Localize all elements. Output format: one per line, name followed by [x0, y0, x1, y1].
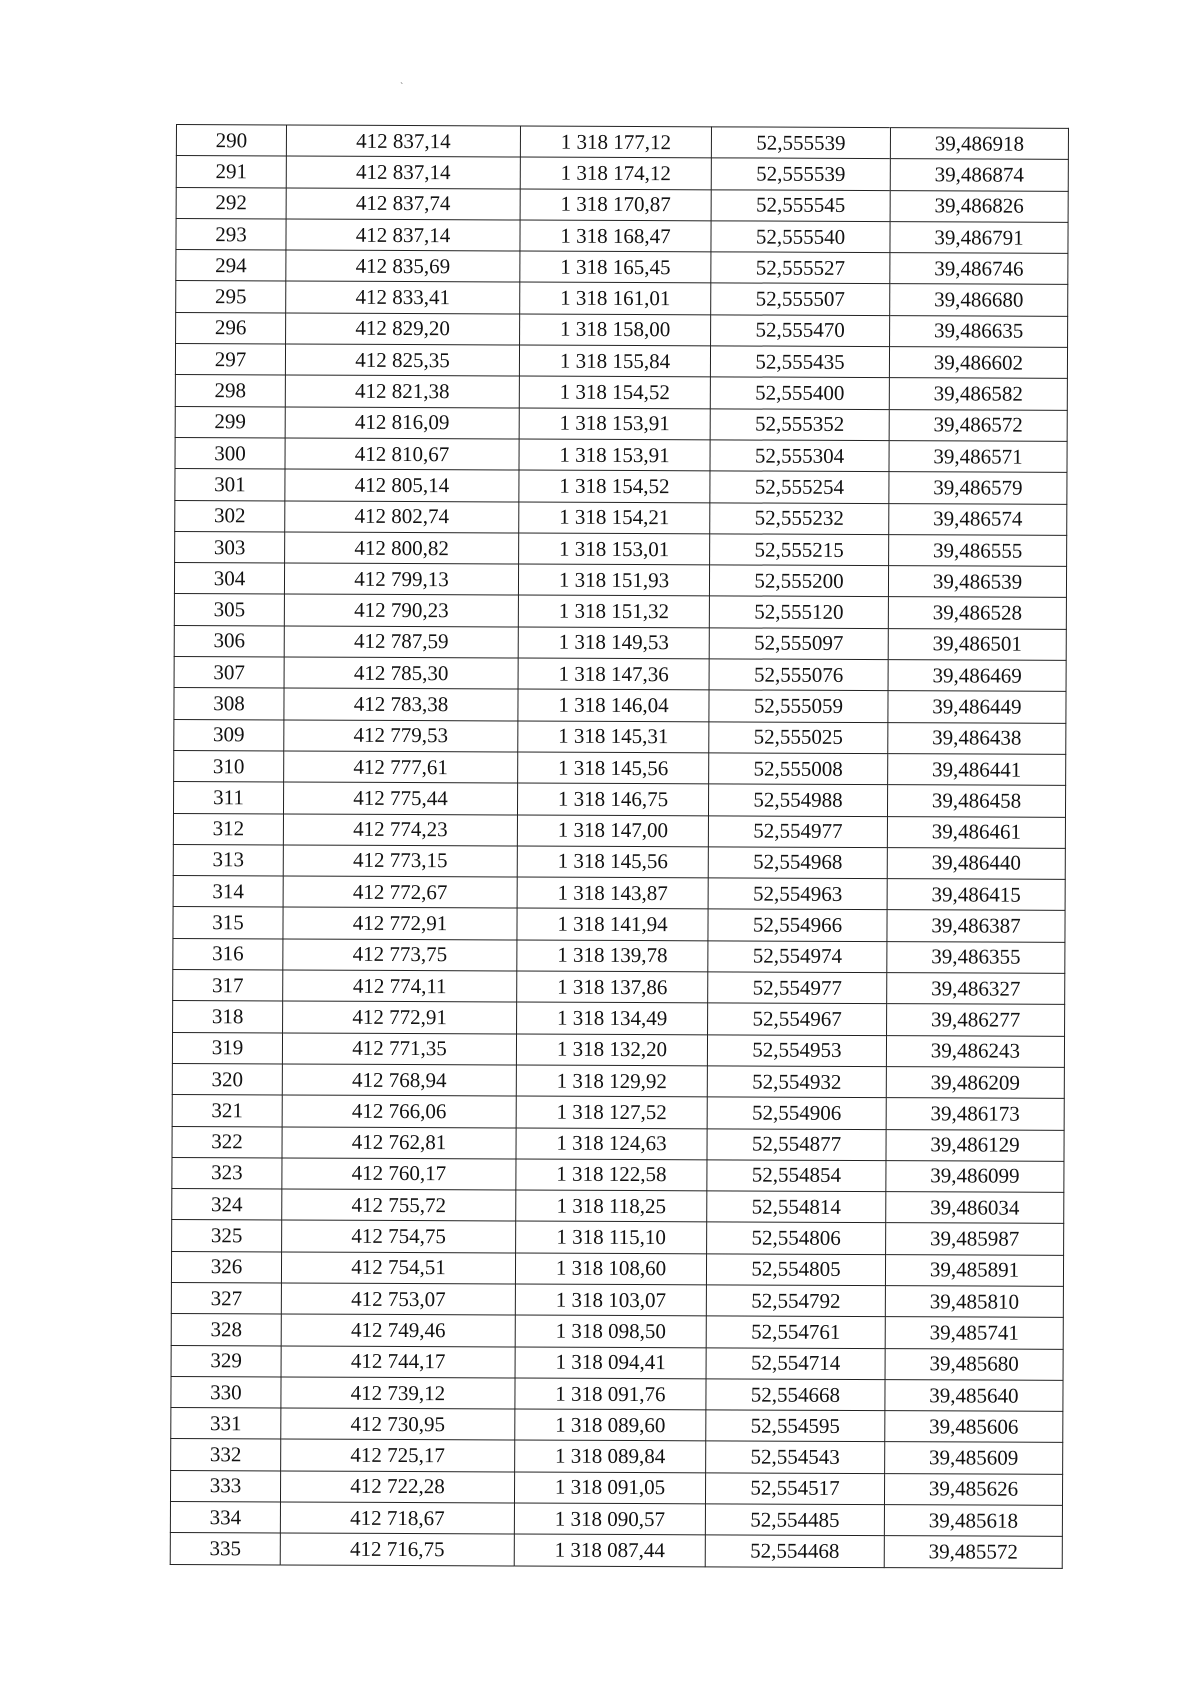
cell-latitude: 52,555232: [710, 502, 889, 534]
cell-coord-y: 1 318 177,12: [520, 126, 711, 158]
cell-coord-x: 412 787,59: [284, 626, 518, 658]
cell-point-number: 305: [174, 594, 284, 626]
cell-longitude: 39,486572: [889, 409, 1067, 441]
cell-point-number: 311: [173, 782, 283, 814]
cell-longitude: 39,486449: [888, 691, 1066, 723]
cell-latitude: 52,555400: [710, 377, 889, 409]
table-row: [175, 344, 1067, 379]
cell-coord-y: 1 318 170,87: [520, 189, 711, 221]
table-row: [175, 375, 1067, 410]
cell-longitude: 39,486826: [890, 190, 1068, 222]
table-row: [174, 688, 1066, 723]
cell-point-number: 299: [175, 406, 285, 438]
cell-point-number: 315: [173, 907, 283, 939]
cell-coord-x: 412 768,94: [282, 1064, 516, 1096]
cell-longitude: 39,485741: [885, 1317, 1063, 1349]
cell-latitude: 52,555200: [709, 565, 888, 597]
cell-latitude: 52,555008: [709, 753, 888, 785]
table-row: [170, 1470, 1062, 1505]
cell-coord-x: 412 799,13: [284, 563, 518, 595]
cell-coord-y: 1 318 127,52: [516, 1096, 707, 1128]
cell-point-number: 326: [171, 1251, 281, 1283]
cell-latitude: 52,555539: [711, 158, 890, 190]
table-row: [173, 813, 1065, 848]
cell-coord-x: 412 774,23: [283, 814, 517, 846]
table-row: [172, 1063, 1064, 1098]
table-row: [174, 625, 1066, 660]
cell-point-number: 302: [175, 500, 285, 532]
cell-point-number: 304: [174, 563, 284, 595]
cell-latitude: 52,554792: [706, 1285, 885, 1317]
cell-coord-x: 412 837,14: [286, 125, 520, 157]
cell-latitude: 52,554967: [708, 1003, 887, 1035]
table-row: [173, 938, 1065, 973]
cell-latitude: 52,554932: [707, 1066, 886, 1098]
cell-longitude: 39,486209: [886, 1067, 1064, 1099]
cell-point-number: 321: [172, 1095, 282, 1127]
cell-point-number: 325: [172, 1220, 282, 1252]
cell-latitude: 52,555527: [711, 252, 890, 284]
cell-latitude: 52,554761: [706, 1316, 885, 1348]
cell-longitude: 39,486458: [887, 785, 1065, 817]
cell-coord-y: 1 318 108,60: [515, 1253, 706, 1285]
table-row: [176, 218, 1068, 253]
cell-point-number: 328: [171, 1314, 281, 1346]
cell-coord-y: 1 318 165,45: [520, 251, 711, 283]
table-row: [176, 125, 1068, 160]
cell-point-number: 334: [170, 1502, 280, 1534]
cell-coord-x: 412 739,12: [281, 1377, 515, 1409]
cell-longitude: 39,486099: [886, 1160, 1064, 1192]
table-row: [170, 1502, 1062, 1537]
cell-coord-y: 1 318 090,57: [514, 1503, 705, 1535]
cell-longitude: 39,486469: [888, 660, 1066, 692]
cell-point-number: 319: [172, 1032, 282, 1064]
cell-longitude: 39,486327: [887, 973, 1065, 1005]
cell-longitude: 39,486918: [890, 128, 1068, 160]
cell-point-number: 330: [171, 1376, 281, 1408]
cell-latitude: 52,554854: [707, 1160, 886, 1192]
cell-coord-x: 412 716,75: [280, 1533, 514, 1565]
table-row: [174, 657, 1066, 692]
cell-coord-x: 412 833,41: [286, 281, 520, 313]
cell-coord-x: 412 821,38: [285, 375, 519, 407]
cell-point-number: 318: [173, 1001, 283, 1033]
table-row: [172, 1126, 1064, 1161]
cell-coord-x: 412 773,75: [283, 939, 517, 971]
cell-latitude: 52,555215: [710, 534, 889, 566]
cell-latitude: 52,554906: [707, 1097, 886, 1129]
cell-longitude: 39,486680: [890, 284, 1068, 316]
cell-coord-x: 412 777,61: [284, 751, 518, 783]
cell-longitude: 39,485640: [885, 1379, 1063, 1411]
cell-longitude: 39,486387: [887, 910, 1065, 942]
cell-latitude: 52,554714: [706, 1347, 885, 1379]
cell-latitude: 52,554877: [707, 1128, 886, 1160]
cell-longitude: 39,486791: [890, 222, 1068, 254]
cell-point-number: 298: [175, 375, 285, 407]
cell-coord-x: 412 825,35: [285, 344, 519, 376]
cell-coord-y: 1 318 154,52: [519, 470, 710, 502]
cell-longitude: 39,486501: [888, 628, 1066, 660]
cell-coord-y: 1 318 151,93: [518, 564, 709, 596]
cell-coord-y: 1 318 146,75: [517, 783, 708, 815]
cell-point-number: 329: [171, 1345, 281, 1377]
cell-latitude: 52,555097: [709, 628, 888, 660]
cell-latitude: 52,555470: [711, 315, 890, 347]
cell-coord-x: 412 722,28: [280, 1471, 514, 1503]
cell-longitude: 39,485987: [886, 1223, 1064, 1255]
cell-latitude: 52,554543: [706, 1441, 885, 1473]
cell-coord-y: 1 318 141,94: [517, 908, 708, 940]
cell-latitude: 52,554988: [708, 784, 887, 816]
cell-coord-x: 412 754,51: [281, 1252, 515, 1284]
cell-longitude: 39,486415: [887, 879, 1065, 911]
cell-coord-y: 1 318 147,36: [518, 658, 709, 690]
cell-coord-y: 1 318 161,01: [520, 282, 711, 314]
cell-coord-x: 412 800,82: [285, 532, 519, 564]
cell-latitude: 52,554806: [707, 1222, 886, 1254]
table-row: [176, 312, 1068, 347]
cell-coord-x: 412 790,23: [284, 594, 518, 626]
cell-latitude: 52,555120: [709, 596, 888, 628]
cell-longitude: 39,485810: [885, 1286, 1063, 1318]
table-row: [170, 1533, 1062, 1568]
cell-longitude: 39,486528: [888, 597, 1066, 629]
cell-coord-x: 412 762,81: [282, 1126, 516, 1158]
cell-point-number: 324: [172, 1189, 282, 1221]
cell-latitude: 52,554814: [707, 1191, 886, 1223]
cell-longitude: 39,486555: [889, 534, 1067, 566]
cell-longitude: 39,486574: [889, 503, 1067, 535]
cell-coord-y: 1 318 103,07: [515, 1284, 706, 1316]
cell-latitude: 52,555435: [710, 346, 889, 378]
cell-point-number: 292: [176, 187, 286, 219]
cell-point-number: 293: [176, 218, 286, 250]
cell-point-number: 335: [170, 1533, 280, 1565]
coordinates-table: [170, 124, 1069, 1569]
cell-latitude: 52,555507: [711, 283, 890, 315]
cell-coord-y: 1 318 158,00: [520, 314, 711, 346]
table-row: [173, 782, 1065, 817]
cell-point-number: 301: [175, 469, 285, 501]
cell-latitude: 52,555304: [710, 440, 889, 472]
cell-point-number: 317: [173, 970, 283, 1002]
cell-coord-y: 1 318 087,44: [514, 1534, 705, 1566]
cell-coord-y: 1 318 146,04: [518, 689, 709, 721]
cell-coord-x: 412 718,67: [280, 1502, 514, 1534]
cell-coord-x: 412 725,17: [281, 1439, 515, 1471]
cell-latitude: 52,554485: [705, 1504, 884, 1536]
table-row: [172, 1220, 1064, 1255]
cell-longitude: 39,485572: [884, 1536, 1062, 1568]
cell-coord-y: 1 318 155,84: [519, 345, 710, 377]
cell-coord-x: 412 771,35: [282, 1033, 516, 1065]
table-row: [172, 1032, 1064, 1067]
cell-latitude: 52,555540: [711, 221, 890, 253]
cell-coord-x: 412 779,53: [284, 720, 518, 752]
cell-coord-y: 1 318 147,00: [517, 815, 708, 847]
cell-longitude: 39,485609: [885, 1442, 1063, 1474]
table-row: [176, 250, 1068, 285]
cell-point-number: 297: [175, 344, 285, 376]
cell-coord-y: 1 318 134,49: [517, 1002, 708, 1034]
table-row: [171, 1251, 1063, 1286]
cell-latitude: 52,554977: [708, 972, 887, 1004]
cell-point-number: 296: [176, 312, 286, 344]
cell-point-number: 308: [174, 688, 284, 720]
table-row: [173, 1001, 1065, 1036]
cell-latitude: 52,555254: [710, 471, 889, 503]
cell-point-number: 312: [173, 813, 283, 845]
cell-latitude: 52,555539: [711, 127, 890, 159]
cell-latitude: 52,554468: [705, 1535, 884, 1567]
table-row: [174, 750, 1066, 785]
cell-point-number: 303: [175, 531, 285, 563]
cell-point-number: 327: [171, 1282, 281, 1314]
table-row: [175, 500, 1067, 535]
cell-longitude: 39,486635: [890, 315, 1068, 347]
cell-latitude: 52,554517: [705, 1473, 884, 1505]
table-row: [171, 1439, 1063, 1474]
table-row: [175, 531, 1067, 566]
cell-point-number: 331: [171, 1408, 281, 1440]
cell-latitude: 52,554974: [708, 941, 887, 973]
cell-point-number: 322: [172, 1126, 282, 1158]
cell-coord-x: 412 837,14: [286, 219, 520, 251]
cell-longitude: 39,485680: [885, 1348, 1063, 1380]
cell-coord-x: 412 760,17: [282, 1158, 516, 1190]
cell-coord-y: 1 318 154,21: [519, 502, 710, 534]
cell-coord-x: 412 766,06: [282, 1095, 516, 1127]
table-row: [172, 1157, 1064, 1192]
coordinates-table-body: [170, 125, 1068, 1569]
cell-coord-y: 1 318 122,58: [516, 1159, 707, 1191]
cell-coord-y: 1 318 145,31: [518, 721, 709, 753]
cell-coord-y: 1 318 143,87: [517, 877, 708, 909]
cell-point-number: 294: [176, 250, 286, 282]
cell-latitude: 52,554977: [708, 815, 887, 847]
cell-coord-x: 412 749,46: [281, 1314, 515, 1346]
cell-coord-x: 412 753,07: [281, 1283, 515, 1315]
cell-coord-x: 412 837,14: [286, 156, 520, 188]
table-row: [171, 1314, 1063, 1349]
cell-point-number: 290: [176, 125, 286, 157]
cell-longitude: 39,485626: [884, 1473, 1062, 1505]
table-row: [174, 594, 1066, 629]
cell-longitude: 39,486173: [886, 1098, 1064, 1130]
cell-coord-y: 1 318 153,01: [519, 533, 710, 565]
cell-coord-x: 412 773,15: [283, 845, 517, 877]
table-row: [171, 1376, 1063, 1411]
cell-coord-y: 1 318 154,52: [519, 376, 710, 408]
cell-coord-y: 1 318 115,10: [516, 1221, 707, 1253]
table-row: [173, 844, 1065, 879]
cell-coord-y: 1 318 089,84: [515, 1440, 706, 1472]
cell-coord-x: 412 772,91: [283, 1001, 517, 1033]
cell-latitude: 52,554966: [708, 909, 887, 941]
cell-coord-y: 1 318 137,86: [517, 971, 708, 1003]
cell-coord-y: 1 318 098,50: [515, 1315, 706, 1347]
table-row: [175, 469, 1067, 504]
cell-point-number: 333: [170, 1470, 280, 1502]
cell-point-number: 307: [174, 657, 284, 689]
table-row: [172, 1189, 1064, 1224]
cell-coord-x: 412 772,67: [283, 876, 517, 908]
cell-coord-y: 1 318 149,53: [518, 627, 709, 659]
cell-longitude: 39,486440: [887, 847, 1065, 879]
cell-point-number: 313: [173, 844, 283, 876]
cell-coord-y: 1 318 089,60: [515, 1409, 706, 1441]
cell-point-number: 332: [171, 1439, 281, 1471]
cell-point-number: 310: [174, 750, 284, 782]
cell-longitude: 39,486461: [887, 816, 1065, 848]
table-row: [173, 970, 1065, 1005]
table-row: [176, 187, 1068, 222]
cell-coord-y: 1 318 091,76: [515, 1378, 706, 1410]
cell-point-number: 309: [174, 719, 284, 751]
table-row: [173, 907, 1065, 942]
cell-latitude: 52,554805: [706, 1254, 885, 1286]
cell-point-number: 316: [173, 938, 283, 970]
cell-coord-x: 412 772,91: [283, 907, 517, 939]
cell-latitude: 52,554968: [708, 847, 887, 879]
cell-coord-x: 412 829,20: [286, 313, 520, 345]
cell-coord-x: 412 805,14: [285, 469, 519, 501]
cell-coord-y: 1 318 168,47: [520, 220, 711, 252]
cell-longitude: 39,486034: [886, 1192, 1064, 1224]
cell-latitude: 52,554953: [707, 1034, 886, 1066]
cell-point-number: 295: [176, 281, 286, 313]
cell-latitude: 52,555025: [709, 721, 888, 753]
cell-latitude: 52,555352: [710, 409, 889, 441]
cell-latitude: 52,554963: [708, 878, 887, 910]
cell-coord-x: 412 783,38: [284, 688, 518, 720]
table-row: [171, 1345, 1063, 1380]
cell-coord-y: 1 318 129,92: [516, 1065, 707, 1097]
scan-speck: `: [400, 82, 404, 93]
cell-coord-y: 1 318 094,41: [515, 1347, 706, 1379]
cell-longitude: 39,486746: [890, 253, 1068, 285]
cell-coord-y: 1 318 132,20: [516, 1034, 707, 1066]
cell-point-number: 320: [172, 1063, 282, 1095]
cell-longitude: 39,486579: [889, 472, 1067, 504]
cell-coord-x: 412 774,11: [283, 970, 517, 1002]
cell-longitude: 39,486129: [886, 1129, 1064, 1161]
cell-coord-x: 412 744,17: [281, 1346, 515, 1378]
cell-coord-x: 412 755,72: [282, 1189, 516, 1221]
table-row: [174, 563, 1066, 598]
cell-latitude: 52,555059: [709, 690, 888, 722]
cell-coord-x: 412 754,75: [282, 1220, 516, 1252]
cell-coord-y: 1 318 151,32: [518, 595, 709, 627]
cell-coord-x: 412 810,67: [285, 438, 519, 470]
cell-longitude: 39,486438: [888, 722, 1066, 754]
cell-coord-x: 412 835,69: [286, 250, 520, 282]
table-row: [175, 406, 1067, 441]
cell-longitude: 39,486582: [889, 378, 1067, 410]
cell-coord-y: 1 318 118,25: [516, 1190, 707, 1222]
cell-coord-x: 412 785,30: [284, 657, 518, 689]
cell-longitude: 39,486602: [889, 347, 1067, 379]
cell-longitude: 39,485891: [885, 1254, 1063, 1286]
cell-coord-x: 412 816,09: [285, 407, 519, 439]
cell-coord-y: 1 318 124,63: [516, 1127, 707, 1159]
cell-coord-y: 1 318 091,05: [514, 1472, 705, 1504]
cell-longitude: 39,486355: [887, 941, 1065, 973]
cell-coord-y: 1 318 153,91: [519, 408, 710, 440]
cell-latitude: 52,555076: [709, 659, 888, 691]
table-row: [176, 156, 1068, 191]
table-row: [173, 876, 1065, 911]
cell-coord-x: 412 730,95: [281, 1408, 515, 1440]
cell-coord-x: 412 837,74: [286, 188, 520, 220]
table-row: [174, 719, 1066, 754]
cell-coord-x: 412 802,74: [285, 501, 519, 533]
cell-latitude: 52,555545: [711, 189, 890, 221]
cell-longitude: 39,486441: [888, 754, 1066, 786]
cell-latitude: 52,554595: [706, 1410, 885, 1442]
cell-longitude: 39,486539: [888, 566, 1066, 598]
cell-point-number: 291: [176, 156, 286, 188]
cell-longitude: 39,486571: [889, 441, 1067, 473]
cell-point-number: 323: [172, 1157, 282, 1189]
cell-coord-y: 1 318 145,56: [517, 846, 708, 878]
cell-longitude: 39,486243: [886, 1035, 1064, 1067]
cell-longitude: 39,485606: [885, 1411, 1063, 1443]
cell-coord-y: 1 318 174,12: [520, 157, 711, 189]
table-row: [171, 1282, 1063, 1317]
cell-longitude: 39,485618: [884, 1505, 1062, 1537]
cell-latitude: 52,554668: [706, 1379, 885, 1411]
cell-longitude: 39,486277: [887, 1004, 1065, 1036]
cell-coord-y: 1 318 145,56: [518, 752, 709, 784]
cell-point-number: 306: [174, 625, 284, 657]
cell-coord-y: 1 318 139,78: [517, 940, 708, 972]
cell-longitude: 39,486874: [890, 159, 1068, 191]
cell-point-number: 300: [175, 437, 285, 469]
table-row: [171, 1408, 1063, 1443]
table-row: [172, 1095, 1064, 1130]
table-row: [176, 281, 1068, 316]
table-row: [175, 437, 1067, 472]
cell-coord-x: 412 775,44: [283, 782, 517, 814]
cell-point-number: 314: [173, 876, 283, 908]
cell-coord-y: 1 318 153,91: [519, 439, 710, 471]
